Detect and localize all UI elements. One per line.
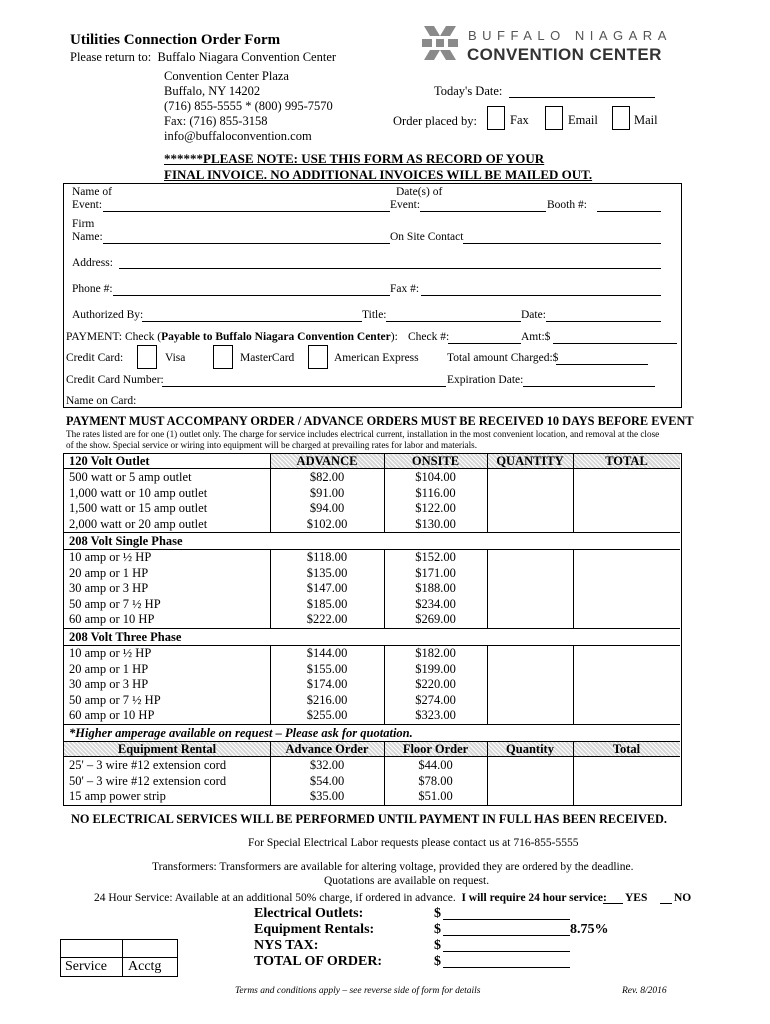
rate-onsite: $130.00: [415, 516, 456, 531]
order-email-checkbox[interactable]: [545, 106, 563, 130]
rate-onsite: $51.00: [418, 789, 453, 803]
hour24-line: [94, 892, 607, 904]
no-label: NO: [674, 892, 692, 904]
rate-item: 60 amp or 10 HP: [69, 708, 155, 722]
mastercard-checkbox[interactable]: [213, 345, 233, 369]
logo-line-2: CONVENTION CENTER: [467, 45, 662, 64]
order-mail-checkbox[interactable]: [612, 106, 630, 130]
col-header-onsite: ONSITE: [411, 454, 460, 468]
dollar-3: $: [434, 938, 441, 953]
total-field[interactable]: [574, 613, 679, 626]
event-name-field[interactable]: [103, 211, 390, 212]
address-label: Address:: [72, 257, 113, 269]
rate-advance: $135.00: [306, 565, 348, 580]
total-order-label: TOTAL OF ORDER:: [254, 954, 383, 969]
rate-item: 10 amp or ½ HP: [69, 550, 152, 564]
rate-onsite: $199.00: [415, 661, 456, 676]
no-field[interactable]: [660, 903, 672, 904]
date-label: Date:: [521, 309, 546, 321]
rate-item: 1,000 watt or 10 amp outlet: [69, 485, 208, 500]
special-labor-note: For Special Electrical Labor requests please contact us at 716-855-5555: [248, 837, 579, 849]
rate-onsite: $104.00: [415, 470, 456, 484]
firm-name-field[interactable]: [103, 243, 390, 244]
payment-check-b: ):: [390, 331, 398, 343]
hour24-text: 24 Hour Service: Available at an additional 50% charge, if ordered in advance.: [94, 892, 456, 904]
total-field[interactable]: [574, 790, 679, 803]
quantity-field[interactable]: [488, 775, 572, 788]
rate-onsite: $171.00: [415, 565, 456, 580]
onsite-contact-field[interactable]: [463, 243, 661, 244]
rate-advance: $35.00: [309, 789, 345, 803]
equip-header-advance: Advance Order: [285, 742, 369, 756]
hour24-require: I will require 24 hour service:: [461, 892, 607, 904]
rate-advance: $216.00: [306, 692, 348, 707]
amex-checkbox[interactable]: [308, 345, 328, 369]
rate-advance: $32.00: [309, 758, 345, 772]
rate-onsite: $182.00: [415, 646, 456, 660]
cc-number-field[interactable]: [162, 386, 446, 387]
office-acctg-label: Acctg: [128, 959, 162, 974]
terms-note: Terms and conditions apply – see reverse side of form for details: [235, 986, 481, 996]
col-header-quantity: QUANTITY: [496, 454, 564, 468]
rate-onsite: $234.00: [415, 596, 456, 611]
total-field[interactable]: [574, 471, 679, 484]
rate-item: 15 amp power strip: [69, 789, 166, 803]
quantity-field[interactable]: [488, 678, 572, 691]
rate-item: 30 amp or 3 HP: [69, 581, 149, 595]
total-field[interactable]: [574, 582, 679, 595]
address-line-1: Convention Center Plaza: [164, 69, 289, 83]
rate-onsite: $323.00: [415, 708, 456, 722]
firm-name-label: Name:: [72, 231, 103, 243]
rate-advance: $82.00: [309, 470, 345, 484]
row-line: [64, 532, 680, 533]
logo-mark-icon: [420, 22, 460, 64]
rate-advance: $54.00: [309, 773, 345, 788]
col-header-120v: 120 Volt Outlet: [69, 454, 150, 468]
rate-onsite: $274.00: [415, 692, 456, 707]
rate-onsite: $122.00: [415, 501, 456, 515]
authorized-by-label: Authorized By:: [72, 309, 144, 321]
rate-onsite: $269.00: [415, 612, 456, 626]
onsite-contact-label: On Site Contact: [390, 231, 464, 243]
order-fax-label: Fax: [510, 113, 529, 127]
rate-item: 25' – 3 wire #12 extension cord: [69, 758, 227, 772]
total-field[interactable]: [574, 694, 679, 707]
notice-line-1: ******PLEASE NOTE: USE THIS FORM AS RECORD OF YOUR: [164, 151, 545, 166]
rate-advance: $222.00: [306, 612, 348, 626]
electrical-outlets-label: Electrical Outlets:: [254, 906, 364, 921]
total-field[interactable]: [574, 598, 679, 611]
col-header-total: TOTAL: [605, 454, 648, 468]
address-line-2: Buffalo, NY 14202: [164, 84, 261, 98]
logo-line-1: BUFFALO NIAGARA: [468, 28, 672, 43]
address-field[interactable]: [119, 268, 661, 269]
dates-of-label: Date(s) of: [396, 186, 443, 198]
event-label: Event:: [72, 199, 103, 211]
quantity-field[interactable]: [488, 487, 572, 500]
total-field[interactable]: [574, 709, 679, 722]
booth-field[interactable]: [597, 211, 661, 212]
check-no-field[interactable]: [448, 343, 521, 344]
order-total-field[interactable]: [443, 967, 570, 968]
quantity-field[interactable]: [488, 471, 572, 484]
rate-advance: $118.00: [306, 550, 348, 564]
phone-field[interactable]: [113, 295, 390, 296]
office-use-divider: [122, 939, 123, 977]
order-placed-label: Order placed by:: [393, 114, 477, 128]
equip-header-floor: Floor Order: [402, 742, 469, 756]
form-title: Utilities Connection Order Form: [70, 32, 281, 48]
title-field[interactable]: [386, 321, 521, 322]
nys-tax-total[interactable]: [443, 951, 570, 952]
total-field[interactable]: [574, 647, 679, 660]
rate-item: 10 amp or ½ HP: [69, 646, 152, 660]
return-to-label: [70, 50, 336, 65]
order-fax-checkbox[interactable]: [487, 106, 505, 130]
rate-item: 2,000 watt or 20 amp outlet: [69, 516, 208, 531]
quantity-field[interactable]: [488, 790, 572, 803]
quantity-field[interactable]: [488, 502, 572, 515]
order-mail-label: Mail: [634, 113, 658, 127]
rate-advance: $102.00: [306, 516, 348, 531]
contact-email: info@buffaloconvention.com: [164, 129, 312, 143]
amex-label: American Express: [334, 352, 419, 364]
single-phase-heading: 208 Volt Single Phase: [69, 534, 183, 548]
quantity-field[interactable]: [488, 709, 572, 722]
equip-header-quantity: Quantity: [506, 742, 554, 756]
rate-advance: $147.00: [306, 581, 348, 595]
total-field[interactable]: [574, 775, 679, 788]
rate-onsite: $188.00: [415, 581, 456, 595]
check-no-label: Check #:: [408, 331, 450, 343]
quantity-field[interactable]: [488, 598, 572, 611]
equipment-rentals-total[interactable]: [443, 935, 570, 936]
cc-number-label: Credit Card Number:: [66, 374, 164, 386]
rate-advance: $94.00: [309, 501, 345, 515]
revision: Rev. 8/2016: [622, 986, 667, 996]
tax-rate: 8.75%: [570, 922, 609, 937]
rate-advance: $155.00: [306, 661, 348, 676]
dollar-4: $: [434, 954, 441, 969]
total-field[interactable]: [574, 518, 679, 531]
firm-label: Firm: [72, 218, 95, 230]
rate-onsite: $220.00: [415, 677, 456, 691]
name-on-card-label: Name on Card:: [66, 395, 137, 407]
total-field[interactable]: [574, 567, 679, 580]
office-use-divider: [60, 957, 178, 958]
total-field[interactable]: [574, 502, 679, 515]
visa-label: Visa: [165, 352, 186, 364]
rate-onsite: $116.00: [415, 485, 456, 500]
event-dates-field[interactable]: [420, 211, 546, 212]
return-to-text: Please return to:: [70, 50, 152, 64]
rate-advance: $174.00: [306, 677, 348, 691]
venue-name: Buffalo Niagara Convention Center: [157, 50, 337, 64]
rate-advance: $144.00: [306, 646, 348, 660]
title-label: Title:: [362, 309, 387, 321]
date-field[interactable]: [546, 321, 661, 322]
visa-checkbox[interactable]: [137, 345, 157, 369]
total-field[interactable]: [574, 551, 679, 564]
payment-check-a: PAYMENT: Check (: [66, 331, 162, 343]
no-service-warning: NO ELECTRICAL SERVICES WILL BE PERFORMED UNTIL PAYMENT IN FULL HAS BEEN RECEIVED.: [71, 812, 667, 826]
phone-label: Phone #:: [72, 283, 113, 295]
quotations-note: Quotations are available on request.: [324, 875, 490, 887]
amount-label: Amt:$: [521, 331, 551, 343]
quantity-field[interactable]: [488, 647, 572, 660]
authorized-by-field[interactable]: [142, 321, 362, 322]
office-service-label: Service: [65, 959, 107, 974]
total-field[interactable]: [574, 759, 679, 772]
rate-onsite: $44.00: [418, 758, 453, 772]
yes-label: YES: [625, 892, 648, 904]
equip-header-total: Total: [612, 742, 641, 756]
rate-item: 50' – 3 wire #12 extension cord: [69, 773, 227, 788]
name-of-label: Name of: [72, 186, 112, 198]
dates-event-label: Event:: [390, 199, 421, 211]
total-charged-label: Total amount Charged:$: [447, 352, 559, 364]
policy-heading: PAYMENT MUST ACCOMPANY ORDER / ADVANCE ORDERS MUST BE RECEIVED 10 DAYS BEFORE EVENT: [66, 414, 694, 428]
quantity-field[interactable]: [488, 518, 572, 531]
rate-advance: $255.00: [306, 708, 348, 722]
higher-amperage-note: *Higher amperage available on request – Please ask for quotation.: [69, 726, 413, 740]
row-line: [64, 628, 680, 629]
dollar-2: $: [434, 922, 441, 937]
total-field[interactable]: [574, 487, 679, 500]
electrical-outlets-total[interactable]: [443, 919, 570, 920]
rate-onsite: $78.00: [418, 773, 453, 788]
credit-card-label: Credit Card:: [66, 352, 124, 364]
policy-line-2: of the show. Special service or wiring into equipment will be charged at prevailing rates for labor and materials.: [66, 440, 478, 450]
dollar-1: $: [434, 906, 441, 921]
expiration-label: Expiration Date:: [447, 374, 524, 386]
rate-item: 20 amp or 1 HP: [69, 565, 149, 580]
quantity-field[interactable]: [488, 613, 572, 626]
todays-date-label: Today's Date:: [434, 84, 503, 98]
quantity-field[interactable]: [488, 551, 572, 564]
transformers-note: Transformers: Transformers are available for altering voltage, provided they are ordered by the deadline.: [152, 861, 634, 873]
policy-line-1: The rates listed are for one (1) outlet only. The charge for service includes electrical current, installation in the most convenient location, and removal at the close: [66, 429, 660, 439]
amount-field[interactable]: [553, 343, 677, 344]
row-line: [64, 724, 680, 725]
rate-advance: $185.00: [306, 596, 348, 611]
phone-numbers: (716) 855-5555 * (800) 995-7570: [164, 99, 333, 113]
col-header-advance: ADVANCE: [296, 454, 358, 468]
notice-line-2: FINAL INVOICE. NO ADDITIONAL INVOICES WILL BE MAILED OUT.: [164, 167, 593, 182]
expiration-field[interactable]: [523, 386, 655, 387]
rate-item: 30 amp or 3 HP: [69, 677, 149, 691]
rate-item: 50 amp or 7 ½ HP: [69, 596, 161, 611]
quantity-field[interactable]: [488, 663, 572, 676]
yes-field[interactable]: [603, 903, 623, 904]
quantity-field[interactable]: [488, 582, 572, 595]
rate-onsite: $152.00: [415, 550, 456, 564]
quantity-field[interactable]: [488, 759, 572, 772]
equipment-rentals-label: Equipment Rentals:: [254, 922, 375, 937]
rate-advance: $91.00: [309, 485, 345, 500]
quantity-field[interactable]: [488, 694, 572, 707]
total-field[interactable]: [574, 678, 679, 691]
rate-item: 1,500 watt or 15 amp outlet: [69, 501, 208, 515]
payment-check-line: [66, 331, 398, 343]
total-field[interactable]: [574, 663, 679, 676]
quantity-field[interactable]: [488, 567, 572, 580]
fax-label: Fax #:: [390, 283, 420, 295]
booth-label: Booth #:: [547, 199, 587, 211]
three-phase-heading: 208 Volt Three Phase: [69, 630, 182, 644]
fax-number: Fax: (716) 855-3158: [164, 114, 268, 128]
payment-payable: Payable to Buffalo Niagara Convention Center: [161, 331, 391, 343]
nys-tax-label: NYS TAX:: [254, 938, 319, 953]
todays-date-field[interactable]: [509, 97, 655, 98]
rate-item: 60 amp or 10 HP: [69, 612, 155, 626]
rate-item: 50 amp or 7 ½ HP: [69, 692, 161, 707]
mastercard-label: MasterCard: [240, 352, 295, 364]
total-charged-field[interactable]: [556, 364, 648, 365]
rate-item: 500 watt or 5 amp outlet: [69, 470, 192, 484]
equip-header-item: Equipment Rental: [117, 742, 217, 756]
order-email-label: Email: [568, 113, 598, 127]
name-on-card-field[interactable]: [134, 407, 682, 408]
fax-field[interactable]: [421, 295, 661, 296]
rate-item: 20 amp or 1 HP: [69, 661, 149, 676]
